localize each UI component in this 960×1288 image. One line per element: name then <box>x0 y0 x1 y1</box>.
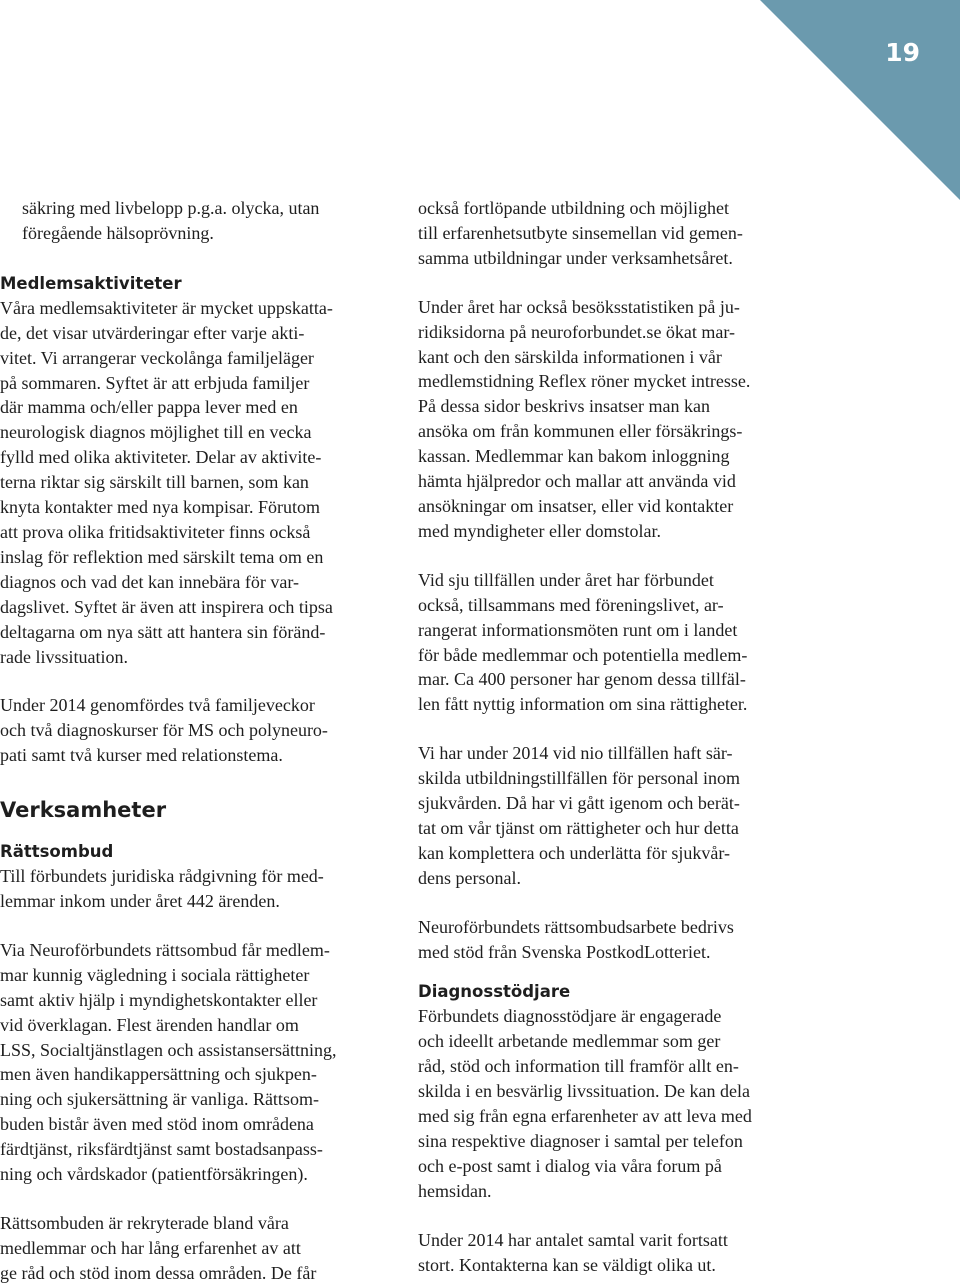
heading-rattsombud: Rättsombud <box>0 842 114 862</box>
samtal-paragraph: Under 2014 har antalet samtal varit fortsatt stort. Kontakterna kan se väldigt olika ut. <box>418 1229 728 1275</box>
utbildning-paragraph: också fortlöpande utbildning och möjlighet till erfarenhetsutbyte sinsemellan vid gemen- samma utbildningar under verksamhetsåret. <box>418 198 743 268</box>
page-number: 19 <box>885 38 920 67</box>
left-column <box>0 196 400 1286</box>
heading-verksamheter: Verksamheter <box>0 798 167 823</box>
intro-paragraph: säkring med livbelopp p.g.a. olycka, utan föregående hälsoprövning. <box>22 198 320 243</box>
rattsombud-paragraph-2: Via Neuroförbundets rättsombud får medlem- mar kunnig vägledning i sociala rättigheter samt aktiv hjälp i myndighetskontakter eller vid överklagan. Flest ärenden handlar om LSS, Socialtjänstlagen och assistansersättning, men även handikappersättning och sjukpen- ning och sjukersättning är vanliga. Rättsom- buden bistår även med stöd inom områdena färdtjänst, riksfärdtjänst samt bostadsanpass- ning och vårdskador (patientförsäkringen). <box>0 939 337 1185</box>
diagnosstodjare-paragraph: Förbundets diagnosstödjare är engagerade och ideellt arbetande medlemmar som ger råd, stöd och information till framför allt en- skilda i en besvärlig livssituation. De kan dela med sig från egna erfarenheter av att leva med sina respektive diagnoser i samtal per telefon och e-post samt i dialog via våra forum på hemsidan. <box>418 1006 752 1201</box>
medlemsaktiviteter-paragraph: Våra medlemsaktiviteter är mycket uppskatta- de, det visar utvärderingar efter varje akti- vitet. Vi arrangerar veckolånga familjeläger på sommaren. Syftet är att erbjuda familjer där mamma och/eller pappa lever med en neurologisk diagnos möjlighet till en vecka fylld med olika aktiviteter. Delar av aktivite- terna riktar sig särskilt till barnen, som kan knyta kontakter med nya kompisar. Förutom att prova olika fritidsaktiviteter finns också inslag för reflektion med särskilt tema om en diagnos och vad det kan innebära för var- dagslivet. Syftet är även att inspirera och tipsa deltagarna om nya sätt att hantera sin föränd- rade livssituation. <box>0 297 333 667</box>
corner-triangle <box>760 0 960 200</box>
heading-diagnosstodjare: Diagnosstödjare <box>418 982 571 1002</box>
informationsmoten-paragraph: Vid sju tillfällen under året har förbundet också, tillsammans med föreningslivet, ar- rangerat informationsmöten runt om i landet för både medlemmar och potentiella medlem- mar. Ca 400 personer har genom dessa tillfäl- len fått nyttig information om sina rättigheter. <box>418 569 748 715</box>
postkodlotteriet-paragraph: Neuroförbundets rättsombudsarbete bedrivs med stöd från Svenska PostkodLotteriet. <box>418 916 734 962</box>
sjukvard-paragraph: Vi har under 2014 vid nio tillfällen haft sär- skilda utbildningstillfällen för personal inom sjukvården. Då har vi gått igenom och berät- tat om vår tjänst om rättigheter och hur detta kan komplettera och underlätta för sjukvår- dens personal. <box>418 743 740 888</box>
right-column <box>418 196 818 1278</box>
rattsombud-paragraph-1: Till förbundets juridiska rådgivning för med- lemmar inkom under året 442 ärenden. <box>0 866 324 912</box>
heading-medlemsaktiviteter: Medlemsaktiviteter <box>0 273 182 293</box>
page-corner-tab <box>760 0 960 200</box>
rattsombud-paragraph-3: Rättsombuden är rekryterade bland våra medlemmar och har lång erfarenhet av att ge råd och stöd inom dessa områden. De får <box>0 1213 317 1283</box>
familjeveckor-paragraph: Under 2014 genomfördes två familjeveckor och två diagnoskurser för MS och polyneuro- pati samt två kurser med relationstema. <box>0 695 328 766</box>
besoksstatistik-paragraph: Under året har också besöksstatistiken på ju- ridiksidorna på neuroforbundet.se ökat mar- kant och den särskilda informationen i vår medlemstidning Reflex röner mycket intresse. På dessa sidor beskrivs insatser man kan ansöka om från kommunen eller försäkrings- kassan. Medlemmar kan bakom inloggning hämta hjälpredor och mallar att använda vid ansökningar om insatser, eller vid kontakter med myndigheter eller domstolar. <box>418 296 751 541</box>
